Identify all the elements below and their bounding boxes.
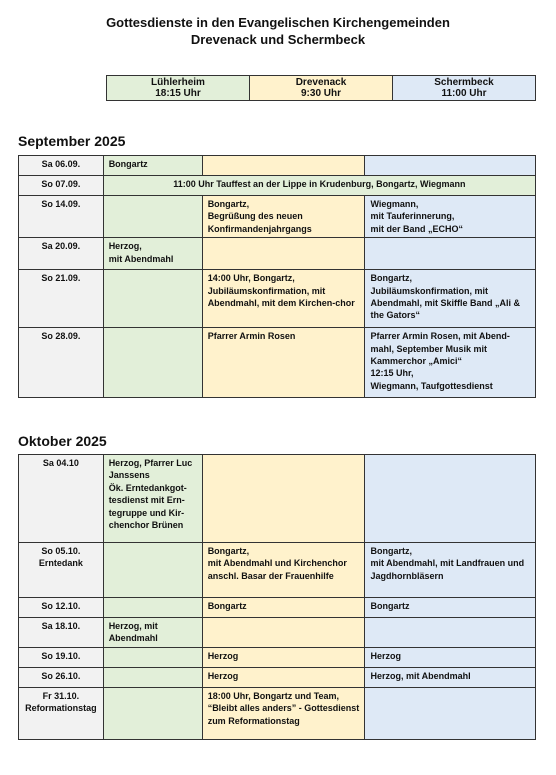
- schermbeck-cell: Herzog: [365, 647, 536, 667]
- table-row: [19, 687, 536, 739]
- date-cell: So 12.10.: [19, 598, 104, 618]
- legend-drevenack: [250, 76, 393, 101]
- luehlerheim-cell: [103, 328, 202, 398]
- table-row: [19, 667, 536, 687]
- schermbeck-cell: Pfarrer Armin Rosen, mit Abend-mahl, September Musik mit Kammerchor „Amici“ 12:15 Uhr, Wiegmann, Taufgottesdienst: [365, 328, 536, 398]
- drevenack-cell: [202, 238, 365, 270]
- schermbeck-cell: [365, 455, 536, 543]
- drevenack-cell: Herzog: [202, 647, 365, 667]
- drevenack-cell: Herzog: [202, 667, 365, 687]
- date-cell: So 19.10.: [19, 647, 104, 667]
- table-row: [19, 618, 536, 648]
- location-legend: [106, 75, 536, 101]
- table-row: [19, 176, 536, 196]
- schermbeck-cell: Bongartz, Jubiläumskonfirmation, mit Abendmahl, mit Skiffle Band „Ali & the Gators“: [365, 270, 536, 328]
- table-row: [19, 238, 536, 270]
- date-cell: So 14.09.: [19, 196, 104, 238]
- date-cell: Sa 20.09.: [19, 238, 104, 270]
- date-cell: So 26.10.: [19, 667, 104, 687]
- luehlerheim-cell: [103, 270, 202, 328]
- date-cell: So 28.09.: [19, 328, 104, 398]
- date-cell: Sa 06.09.: [19, 156, 104, 176]
- schedule-table-oktober: [18, 454, 536, 740]
- luehlerheim-cell: [103, 647, 202, 667]
- table-row: [19, 156, 536, 176]
- schermbeck-cell: [365, 156, 536, 176]
- drevenack-cell: [202, 156, 365, 176]
- legend-name: Schermbeck: [434, 77, 494, 88]
- date-cell: Fr 31.10. Reformationstag: [19, 687, 104, 739]
- table-row: [19, 598, 536, 618]
- luehlerheim-cell: [103, 196, 202, 238]
- luehlerheim-cell: Bongartz: [103, 156, 202, 176]
- date-cell: So 05.10. Erntedank: [19, 543, 104, 598]
- legend-name: Lühlerheim: [151, 77, 205, 88]
- legend-time: 9:30 Uhr: [300, 88, 341, 99]
- date-cell: Sa 18.10.: [19, 618, 104, 648]
- luehlerheim-cell: [103, 598, 202, 618]
- table-row: [19, 270, 536, 328]
- date-cell: So 07.09.: [19, 176, 104, 196]
- section-heading-oktober: Oktober 2025: [18, 433, 107, 449]
- luehlerheim-cell: [103, 687, 202, 739]
- title-line-1: Gottesdienste in den Evangelischen Kirchengemeinden: [106, 15, 450, 30]
- table-row: [19, 328, 536, 398]
- drevenack-cell: Bongartz: [202, 598, 365, 618]
- luehlerheim-cell: Herzog, mit Abendmahl: [103, 238, 202, 270]
- joint-service-cell: 11:00 Uhr Tauffest an der Lippe in Krudenburg, Bongartz, Wiegmann: [103, 176, 535, 196]
- schermbeck-cell: Bongartz: [365, 598, 536, 618]
- table-row: [19, 455, 536, 543]
- drevenack-cell: Pfarrer Armin Rosen: [202, 328, 365, 398]
- legend-time: 11:00 Uhr: [441, 88, 487, 99]
- legend-luehlerheim: [107, 76, 250, 101]
- section-heading-september: September 2025: [18, 133, 126, 149]
- drevenack-cell: Bongartz, mit Abendmahl und Kirchenchor anschl. Basar der Frauenhilfe: [202, 543, 365, 598]
- date-cell: So 21.09.: [19, 270, 104, 328]
- schermbeck-cell: Bongartz, mit Abendmahl, mit Landfrauen und Jagdhornbläsern: [365, 543, 536, 598]
- luehlerheim-cell: [103, 543, 202, 598]
- schermbeck-cell: [365, 618, 536, 648]
- drevenack-cell: 18:00 Uhr, Bongartz und Team, “Bleibt alles anders” - Gottesdienst zum Reformationstag: [202, 687, 365, 739]
- legend-name: Drevenack: [295, 77, 347, 88]
- schermbeck-cell: [365, 687, 536, 739]
- drevenack-cell: Bongartz, Begrüßung des neuen Konfirmandenjahrgangs: [202, 196, 365, 238]
- title-line-2: Drevenack und Schermbeck: [190, 32, 366, 47]
- schedule-table-september: [18, 155, 536, 398]
- schermbeck-cell: Wiegmann, mit Tauferinnerung, mit der Band „ECHO“: [365, 196, 536, 238]
- table-row: [19, 543, 536, 598]
- legend-time: 18:15 Uhr: [155, 88, 201, 99]
- date-cell: Sa 04.10: [19, 455, 104, 543]
- schermbeck-cell: [365, 238, 536, 270]
- drevenack-cell: [202, 618, 365, 648]
- schermbeck-cell: Herzog, mit Abendmahl: [365, 667, 536, 687]
- drevenack-cell: 14:00 Uhr, Bongartz, Jubiläumskonfirmation, mit Abendmahl, mit dem Kirchen-chor: [202, 270, 365, 328]
- luehlerheim-cell: Herzog, mit Abendmahl: [103, 618, 202, 648]
- drevenack-cell: [202, 455, 365, 543]
- table-row: [19, 196, 536, 238]
- luehlerheim-cell: [103, 667, 202, 687]
- luehlerheim-cell: Herzog, Pfarrer Luc Janssens Ök. Erntedankgot-tesdienst mit Ern-tegruppe und Kir-chenchor Brünen: [103, 455, 202, 543]
- document-title: [0, 14, 556, 48]
- table-row: [19, 647, 536, 667]
- legend-schermbeck: [393, 76, 536, 101]
